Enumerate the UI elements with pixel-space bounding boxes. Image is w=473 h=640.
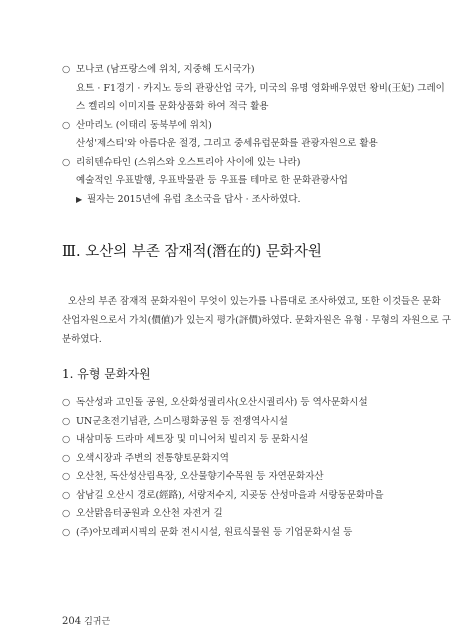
- list-item: ○ 내삼미동 드라마 세트장 및 미니어처 빌리지 등 문화시설: [62, 434, 309, 445]
- list-item: ○ 산마리노 (이태리 동북부에 위치): [62, 120, 212, 131]
- list-item: ○ 오산맑음터공원과 오산천 자전거 길: [62, 508, 223, 519]
- circle-bullet-icon: ○: [62, 416, 71, 427]
- triangle-right-icon: ▶: [76, 195, 83, 204]
- list-item: ○ 모나코 (남프랑스에 위치, 지중해 도시국가): [62, 64, 255, 75]
- list-item: 예술적인 우표발행, 우표박물관 등 우표를 테마로 한 문화관광사업: [76, 175, 348, 186]
- list-item: ○ (주)아모레퍼시픽의 문화 전시시설, 원료식물원 등 기업문화시설 등: [62, 527, 353, 538]
- page-number: 204: [62, 616, 82, 627]
- list-item: ○ 리히텐슈타인 (스위스와 오스트리아 사이에 있는 나라): [62, 157, 301, 168]
- list-item: 산성'제스티'와 아름다운 절경, 그리고 중세유럽문화를 관광자원으로 활용: [76, 138, 378, 149]
- circle-bullet-icon: ○: [62, 397, 71, 408]
- circle-bullet-icon: ○: [62, 490, 71, 501]
- circle-bullet-icon: ○: [62, 471, 71, 482]
- list-item: ○ 오산천, 독산성산림욕장, 오산물향기수목원 등 자연문화자산: [62, 471, 324, 482]
- paragraph-line: 산업자원으로서 가치(價値)가 있는지 평가(評價)하였다. 문화자원은 유형 · 무형의 자원으로 구: [62, 315, 451, 326]
- circle-bullet-icon: ○: [62, 120, 71, 131]
- page-footer: [62, 614, 110, 627]
- paragraph-line: 오산의 부존 잠재적 문화자원이 무엇이 있는가를 나름대로 조사하였고, 또한 이것들은 문화: [68, 296, 441, 307]
- list-item: ○ UN군초전기념관, 스미스평화공원 등 전쟁역사시설: [62, 416, 288, 427]
- paragraph-line: 분하였다.: [62, 334, 102, 345]
- list-item: ○ 오색시장과 주변의 전통향토문화지역: [62, 453, 229, 464]
- section-heading: Ⅲ. 오산의 부존 잠재적(潛在的) 문화자원: [62, 244, 322, 260]
- circle-bullet-icon: ○: [62, 453, 71, 464]
- author-name: 김귀근: [84, 617, 111, 627]
- circle-bullet-icon: ○: [62, 527, 71, 538]
- list-item: 요트 · F1경기 · 카지노 등의 관광산업 국가, 미국의 유명 영화배우였던 왕비(王妃) 그레이: [76, 83, 445, 94]
- list-item: ○ 삼남길 오산시 경로(經路), 서랑저수지, 지곶동 산성마을과 서랑동문화마을: [62, 490, 384, 501]
- circle-bullet-icon: ○: [62, 64, 71, 75]
- list-item: 스 켈리의 이미지를 문화상품화 하여 적극 활용: [76, 101, 269, 112]
- circle-bullet-icon: ○: [62, 157, 71, 168]
- list-item: ▶ 필자는 2015년에 유럽 초소국을 답사 · 조사하였다.: [76, 194, 301, 205]
- circle-bullet-icon: ○: [62, 434, 71, 445]
- circle-bullet-icon: ○: [62, 508, 71, 519]
- subsection-heading: 1. 유형 문화자원: [62, 367, 151, 381]
- list-item: ○ 독산성과 고인돌 공원, 오산화성궐리사(오산시궐리사) 등 역사문화시설: [62, 397, 368, 408]
